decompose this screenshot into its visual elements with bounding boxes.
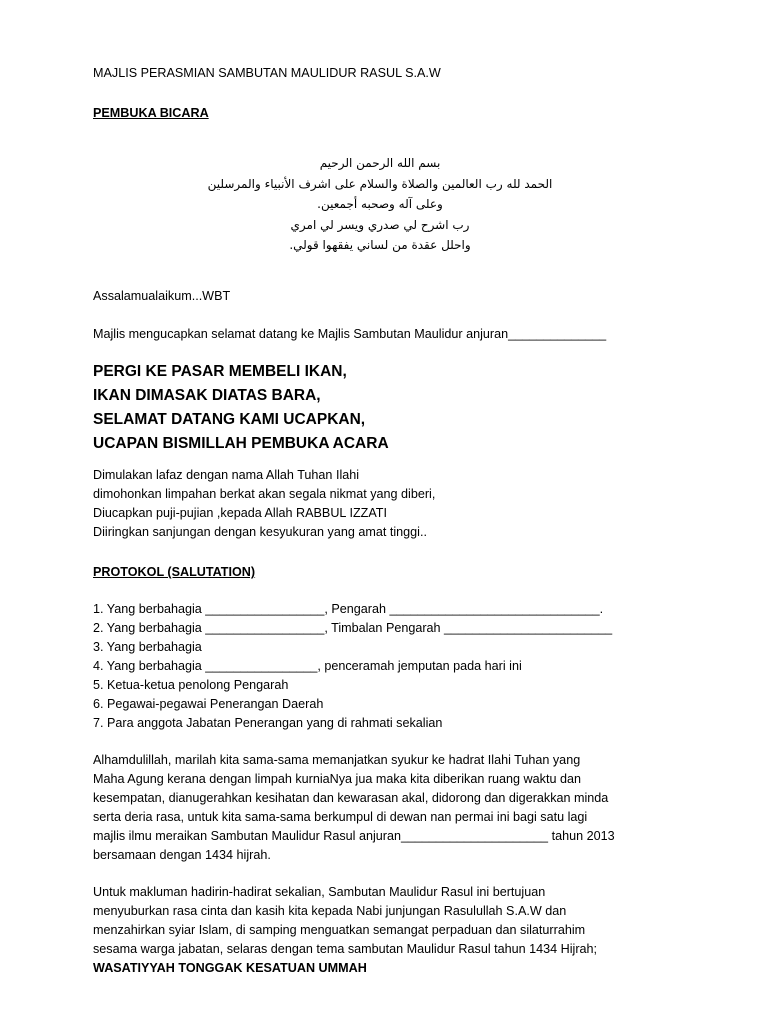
paragraph-line: bersamaan dengan 1434 hijrah. bbox=[93, 848, 271, 862]
paragraph-line: Untuk makluman hadirin-hadirat sekalian, Sambutan Maulidur Rasul ini bertujuan bbox=[93, 885, 546, 899]
protocol-item: 5. Ketua-ketua penolong Pengarah bbox=[93, 678, 289, 692]
verse-line: Dimulakan lafaz dengan nama Allah Tuhan Ilahi bbox=[93, 468, 360, 482]
arabic-line: رب اشرح لي صدري ويسر لي امري bbox=[290, 217, 470, 232]
protocol-item: 7. Para anggota Jabatan Penerangan yang di rahmati sekalian bbox=[93, 716, 443, 730]
protocol-item: 3. Yang berbahagia bbox=[93, 640, 202, 654]
paragraph-line: Maha Agung kerana dengan limpah kurniaNya jua maka kita diberikan ruang waktu dan bbox=[93, 772, 581, 786]
greeting: Assalamualaikum...WBT bbox=[93, 289, 231, 303]
protocol-item: 1. Yang berbahagia _________________, Pengarah ______________________________. bbox=[93, 602, 604, 616]
pantun-line: PERGI KE PASAR MEMBELI IKAN, bbox=[93, 363, 347, 380]
pantun-line: IKAN DIMASAK DIATAS BARA, bbox=[93, 387, 321, 404]
protocol-item: 2. Yang berbahagia _________________, Timbalan Pengarah ________________________ bbox=[93, 621, 613, 635]
paragraph-alhamdulillah bbox=[93, 751, 615, 865]
paragraph-line: menyuburkan rasa cinta dan kasih kita kepada Nabi junjungan Rasulullah S.A.W dan bbox=[93, 904, 567, 918]
arabic-line: الحمد لله رب العالمين والصلاة والسلام على اشرف الأنبياء والمرسلين bbox=[207, 176, 553, 191]
protocol-list bbox=[93, 600, 612, 733]
arabic-line: واحلل عقدة من لساني يفقهوا قولي. bbox=[289, 238, 471, 252]
paragraph-line: kesempatan, dianugerahkan kesihatan dan kewarasan akal, didorong dan digerakkan minda bbox=[93, 791, 609, 805]
paragraph-line: Alhamdulillah, marilah kita sama-sama memanjatkan syukur ke hadrat Ilahi Tuhan yang bbox=[93, 753, 581, 767]
section-heading-pembuka-bicara: PEMBUKA BICARA bbox=[93, 106, 209, 120]
opening-verse bbox=[93, 466, 435, 542]
paragraph-line: menzahirkan syiar Islam, di samping menguatkan semangat perpaduan dan silaturrahim bbox=[93, 923, 586, 937]
verse-line: Diucapkan puji-pujian ,kepada Allah RABBUL IZZATI bbox=[93, 506, 388, 520]
pantun-verse bbox=[93, 360, 389, 456]
welcome-line: Majlis mengucapkan selamat datang ke Majlis Sambutan Maulidur anjuran______________ bbox=[93, 327, 607, 341]
document-title: MAJLIS PERASMIAN SAMBUTAN MAULIDUR RASUL S.A.W bbox=[93, 66, 441, 80]
paragraph-makluman bbox=[93, 883, 597, 978]
verse-line: dimohonkan limpahan berkat akan segala nikmat yang diberi, bbox=[93, 487, 436, 501]
paragraph-line: serta deria rasa, untuk kita sama-sama berkumpul di dewan nan permai ini bagi satu lagi bbox=[93, 810, 588, 824]
arabic-opening-prayer bbox=[150, 153, 610, 256]
protocol-item: 4. Yang berbahagia ________________, penceramah jemputan pada hari ini bbox=[93, 659, 522, 673]
paragraph-line: majlis ilmu meraikan Sambutan Maulidur Rasul anjuran_____________________ tahun 2013 bbox=[93, 829, 615, 843]
arabic-line: وعلى آله وصحبه أجمعين. bbox=[317, 197, 443, 211]
theme-line: WASATIYYAH TONGGAK KESATUAN UMMAH bbox=[93, 961, 367, 975]
pantun-line: UCAPAN BISMILLAH PEMBUKA ACARA bbox=[93, 435, 389, 452]
arabic-line: بسم الله الرحمن الرحيم bbox=[319, 156, 441, 170]
paragraph-line: sesama warga jabatan, selaras dengan tema sambutan Maulidur Rasul tahun 1434 Hijrah; bbox=[93, 942, 598, 956]
protocol-item: 6. Pegawai-pegawai Penerangan Daerah bbox=[93, 697, 324, 711]
section-heading-protokol: PROTOKOL (SALUTATION) bbox=[93, 565, 256, 579]
verse-line: Diiringkan sanjungan dengan kesyukuran yang amat tinggi.. bbox=[93, 525, 427, 539]
pantun-line: SELAMAT DATANG KAMI UCAPKAN, bbox=[93, 411, 366, 428]
